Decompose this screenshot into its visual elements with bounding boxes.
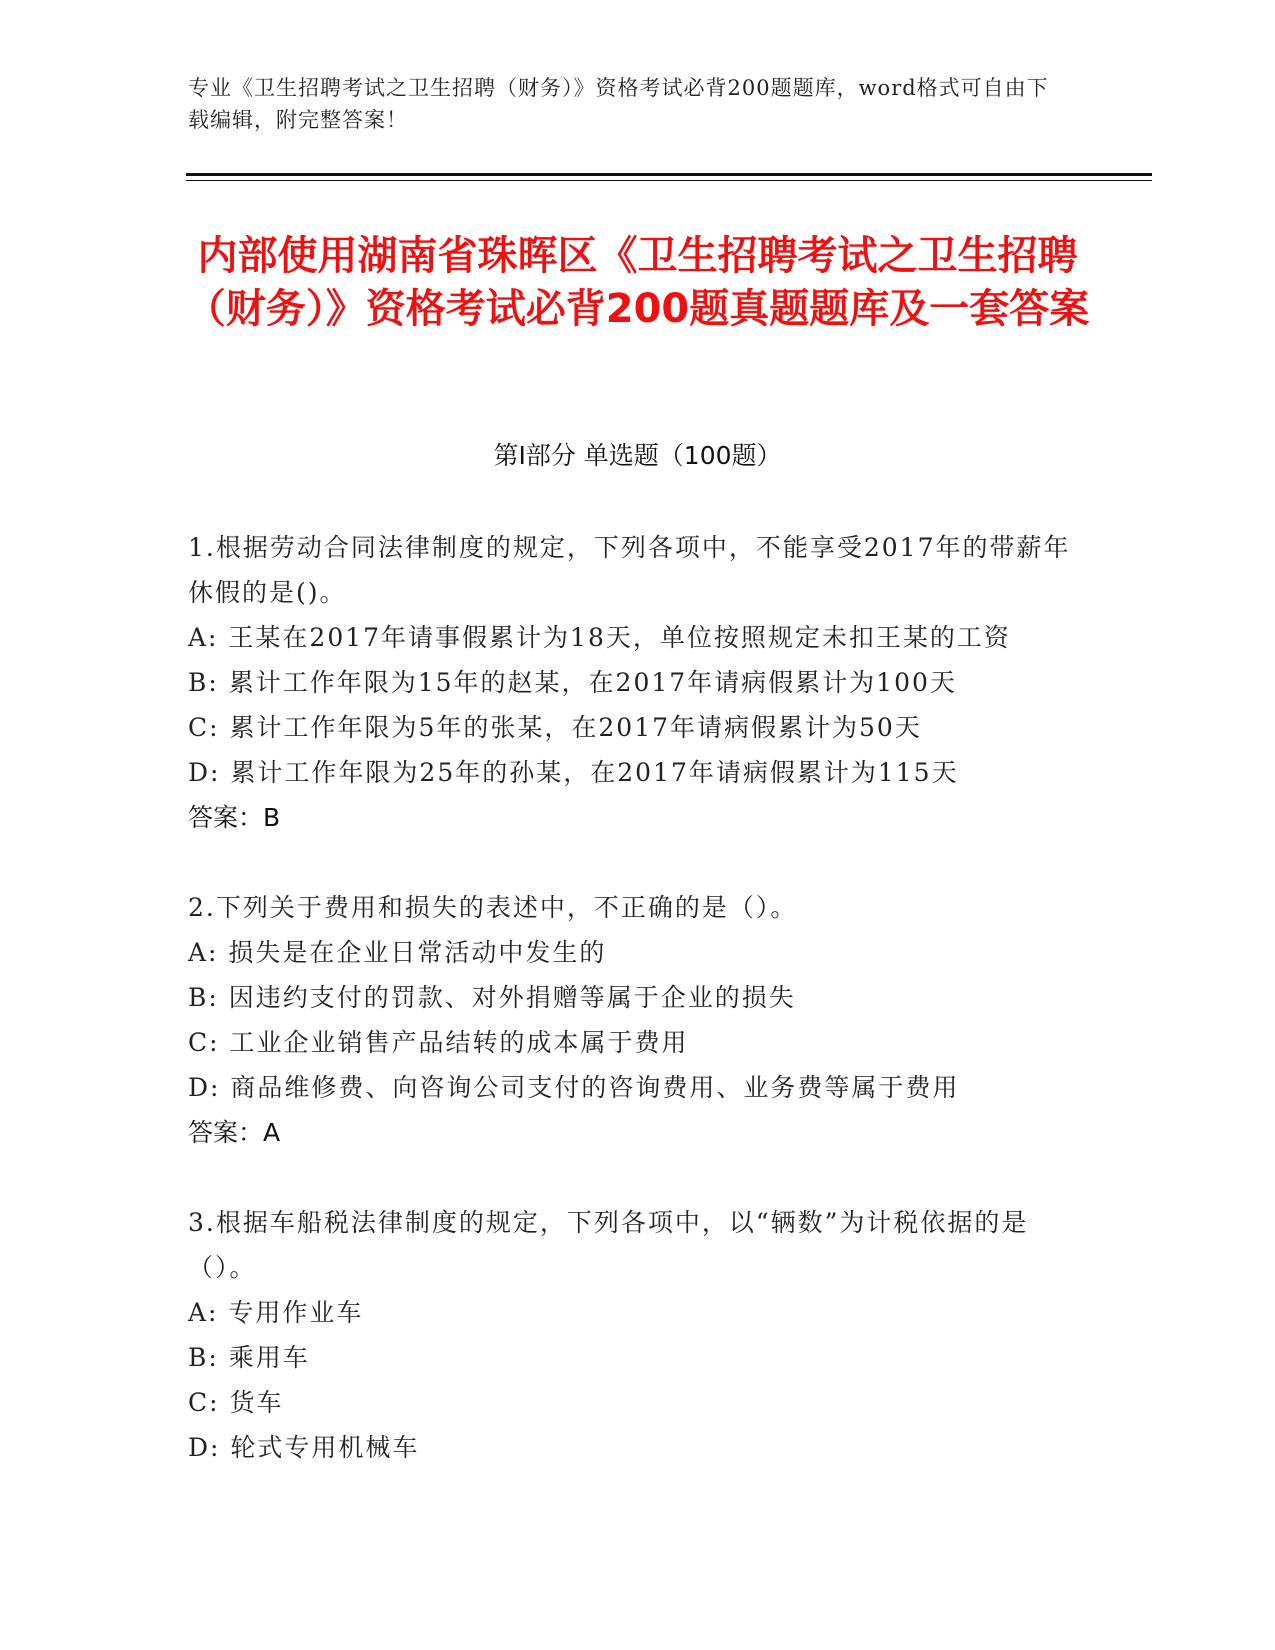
question-stem: 1.根据劳动合同法律制度的规定，下列各项中，不能享受2017年的带薪年休假的是()。 <box>188 533 1071 607</box>
option-a: A: 专用作业车 <box>188 1298 364 1327</box>
question-stem: 2.下列关于费用和损失的表述中，不正确的是（）。 <box>188 893 798 922</box>
answer: 答案：A <box>188 1118 281 1147</box>
question-3 <box>188 1200 1088 1470</box>
option-c: C: 工业企业销售产品结转的成本属于费用 <box>188 1028 689 1057</box>
option-d: D: 累计工作年限为25年的孙某，在2017年请病假累计为115天 <box>188 758 959 787</box>
header-rule-thin <box>186 180 1152 181</box>
option-d: D: 商品维修费、向咨询公司支付的咨询费用、业务费等属于费用 <box>188 1073 960 1102</box>
document-title: 内部使用湖南省珠晖区《卫生招聘考试之卫生招聘（财务）》资格考试必背200题真题题库及一套答案 <box>185 233 1090 332</box>
option-a: A: 损失是在企业日常活动中发生的 <box>188 938 607 967</box>
question-stem: 3.根据车船税法律制度的规定，下列各项中，以“辆数”为计税依据的是（）。 <box>188 1208 1029 1282</box>
question-2 <box>188 885 1088 1155</box>
option-b: B: 因违约支付的罚款、对外捐赠等属于企业的损失 <box>188 983 796 1012</box>
option-c: C: 货车 <box>188 1388 284 1417</box>
option-c: C: 累计工作年限为5年的张某，在2017年请病假累计为50天 <box>188 713 922 742</box>
question-1 <box>188 525 1088 840</box>
option-d: D: 轮式专用机械车 <box>188 1433 420 1462</box>
header-rule-thick <box>186 173 1152 176</box>
answer: 答案：B <box>188 803 281 832</box>
header-note: 专业《卫生招聘考试之卫生招聘（财务）》资格考试必背200题题库，word格式可自由下载编辑，附完整答案！ <box>188 76 1049 132</box>
question-list <box>188 525 1088 1515</box>
option-a: A: 王某在2017年请事假累计为18天，单位按照规定未扣王某的工资 <box>188 623 1011 652</box>
section-title: 第Ⅰ部分 单选题（100题） <box>493 441 782 470</box>
option-b: B: 累计工作年限为15年的赵某，在2017年请病假累计为100天 <box>188 668 957 697</box>
option-b: B: 乘用车 <box>188 1343 310 1372</box>
